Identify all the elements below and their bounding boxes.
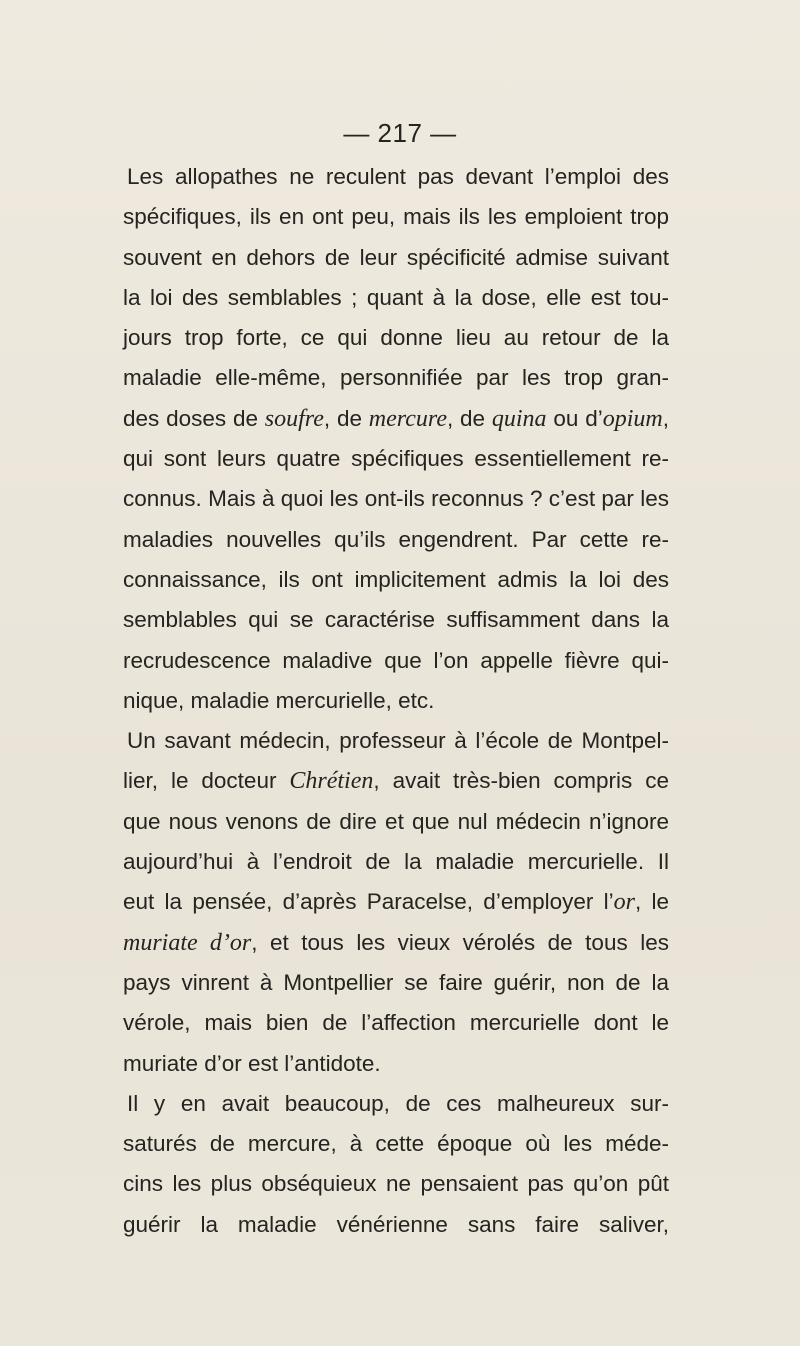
text-line: lier, le docteur Chrétien, avait très-bien compris ce [123,768,669,795]
text-line: Il y en avait beaucoup, de ces malheureux sur- [127,1090,669,1116]
text-line: eut la pensée, d’après Paracelse, d’employer l’or, le [123,889,670,916]
italic-term: opium [602,405,663,432]
text-line: muriate d’or, et tous les vieux vérolés de tous les [123,929,669,956]
text-line: connaissance, ils ont implicitement admis la loi des [123,566,669,592]
text-line: muriate d’or est l’antidote. [123,1050,381,1076]
italic-term: muriate d’or [123,929,252,956]
text-line: Les allopathes ne reculent pas devant l’emploi des [127,164,669,189]
text-line: spécifiques, ils en ont peu, mais ils les emploient trop [123,204,669,230]
page-number: — 217 — [343,118,457,148]
text-line: des doses de soufre, de mercure, de quina ou d’opium, [123,405,669,432]
text-line: pays vinrent à Montpellier se faire guérir, non de la [123,969,669,995]
text-line: Un savant médecin, professeur à l’école de Montpel- [127,728,669,754]
text-line: recrudescence maladive que l’on appelle fièvre qui- [123,647,669,673]
text-line: nique, maladie mercurielle, etc. [123,687,435,713]
text-line: que nous venons de dire et que nul médecin n’ignore [123,808,669,834]
italic-term: mercure [368,405,447,432]
text-line: guérir la maladie vénérienne sans faire saliver, [123,1211,669,1237]
text-line: semblables qui se caractérise suffisamment dans la [123,607,669,633]
italic-term: quina [491,405,547,432]
text-line: vérole, mais bien de l’affection mercurielle dont le [123,1010,669,1036]
text-line: la loi des semblables ; quant à la dose, elle est tou- [123,284,669,310]
text-line: saturés de mercure, à cette époque où les méde- [123,1131,669,1157]
text-line: maladies nouvelles qu’ils engendrent. Par cette re- [123,526,669,552]
text-line: aujourd’hui à l’endroit de la maladie mercurielle. Il [123,849,669,875]
italic-term: Chrétien [289,768,374,795]
text-line: jours trop forte, ce qui donne lieu au retour de la [123,325,669,351]
italic-term: soufre [264,405,324,432]
text-line: cins les plus obséquieux ne pensaient pas qu’on pût [123,1171,669,1197]
text-line: connus. Mais à quoi les ont-ils reconnus ? c’est par les [123,486,669,512]
text-line: maladie elle-même, personnifiée par les trop gran- [123,365,669,391]
text-line: souvent en dehors de leur spécificité admise suivant [123,244,669,270]
text-line: qui sont leurs quatre spécifiques essentiellement re- [123,446,669,472]
body-text [123,157,669,1245]
italic-term: or [613,889,635,916]
